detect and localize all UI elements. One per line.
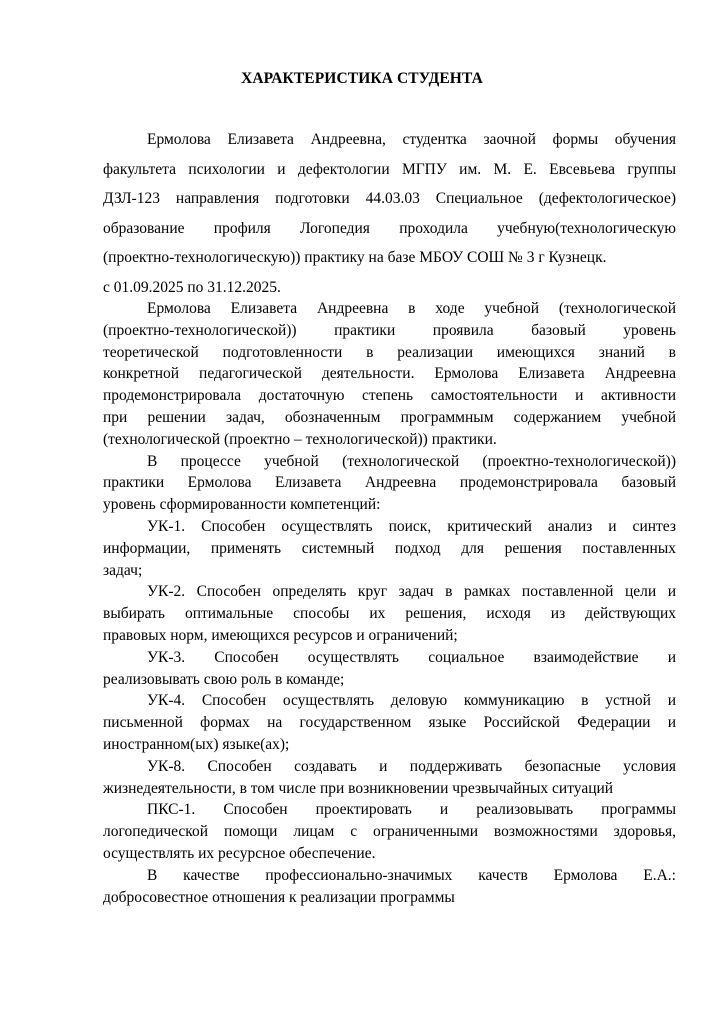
text-line: Ермолова Елизавета Андреевна в ходе учебной (технологической <box>147 300 676 317</box>
text-line: Ермолова Елизавета Андреевна, студентка заочной формы обучения <box>147 131 676 148</box>
intro-paragraph <box>103 125 676 302</box>
text-line: с 01.09.2025 по 31.12.2025. <box>103 278 281 296</box>
text-line: осуществлять их ресурсное обеспечение. <box>103 844 376 862</box>
text-line: правовых норм, имеющихся ресурсов и ограничений; <box>103 626 458 644</box>
text-line: ПКС-1. Способен проектировать и реализовывать программы <box>147 801 676 819</box>
text-line: при решении задач, обозначенным программным содержанием учебной <box>103 408 676 426</box>
text-line: продемонстрировала достаточную степень самостоятельности и активности <box>103 387 676 405</box>
document-title: ХАРАКТЕРИСТИКА СТУДЕНТА <box>241 70 483 87</box>
text-line: УК-2. Способен определять круг задач в рамках поставленной цели и <box>147 583 676 601</box>
text-line: реализовывать свою роль в команде; <box>103 670 345 688</box>
body-text <box>103 298 676 908</box>
text-line: жизнедеятельности, в том числе при возникновении чрезвычайных ситуаций <box>103 779 614 797</box>
text-line: иностранном(ых) языке(ах); <box>103 735 290 753</box>
text-line: В процессе учебной (технологической (проектно-технологической)) <box>147 452 676 470</box>
text-line: (технологической (проектно – технологической)) практики. <box>103 430 497 448</box>
text-line: В качестве профессионально-значимых качеств Ермолова Е.А.: <box>147 866 676 884</box>
text-line: письменной формах на государственном языке Российской Федерации и <box>103 714 676 732</box>
text-line: конкретной педагогической деятельности. Ермолова Елизавета Андреевна <box>103 365 676 383</box>
text-line: образование профиля Логопедия проходила учебную(технологическую <box>103 219 676 237</box>
text-line: (проектно-технологической)) практики проявила базовый уровень <box>103 321 676 339</box>
text-line: уровень сформированности компетенций: <box>103 496 381 514</box>
text-line: УК-8. Способен создавать и поддерживать безопасные условия <box>147 757 676 775</box>
text-line: УК-4. Способен осуществлять деловую коммуникацию в устной и <box>147 692 676 710</box>
text-line: информации, применять системный подход для решения поставленных <box>103 539 676 557</box>
text-line: логопедической помощи лицам с ограниченными возможностями здоровья, <box>103 823 676 841</box>
text-line: выбирать оптимальные способы их решения, исходя из действующих <box>103 605 676 623</box>
text-line: задач; <box>103 561 143 579</box>
text-line: факультета психологии и дефектологии МГПУ им. М. Е. Евсевьева группы <box>103 160 676 178</box>
text-line: ДЗЛ-123 направления подготовки 44.03.03 Специальное (дефектологическое) <box>103 190 676 207</box>
text-line: (проектно-технологическую)) практику на базе МБОУ СОШ № 3 г Кузнецк. <box>103 249 607 266</box>
text-line: УК-1. Способен осуществлять поиск, критический анализ и синтез <box>147 517 676 535</box>
text-line: теоретической подготовленности в реализации имеющихся знаний в <box>103 343 676 361</box>
text-line: практики Ермолова Елизавета Андреевна продемонстрировала базовый <box>103 474 676 492</box>
text-line: УК-3. Способен осуществлять социальное взаимодействие и <box>147 648 676 666</box>
text-line: добросовестное отношения к реализации программы <box>103 888 455 906</box>
